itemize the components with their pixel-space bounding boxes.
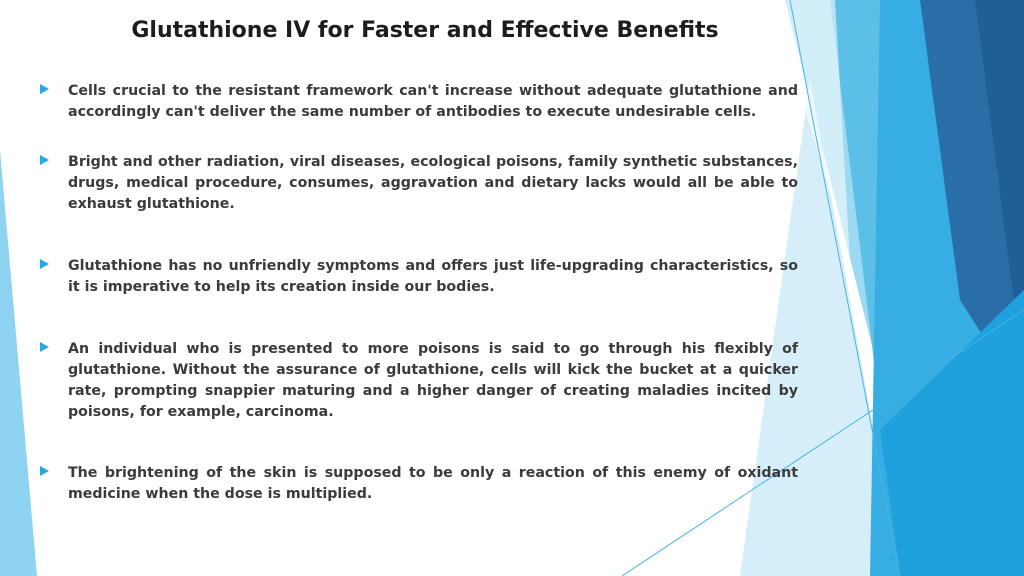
bullet-arrow-icon xyxy=(40,342,49,352)
bullet-item xyxy=(40,81,800,123)
slide-title: Glutathione IV for Faster and Effective Benefits xyxy=(131,18,719,43)
bullet-text: Cells crucial to the resistant framework can't increase without adequate glutathione and accordingly can't deliver the same number of antibodies to execute undesirable cells. xyxy=(68,83,798,120)
left-edge-strip xyxy=(0,150,37,576)
bullet-text: The brightening of the skin is supposed to be only a reaction of this enemy of oxidant medicine when the dose is multiplied. xyxy=(68,465,798,502)
bullet-item xyxy=(40,152,800,215)
bullet-arrow-icon xyxy=(40,466,49,476)
bullet-text: Bright and other radiation, viral diseases, ecological poisons, family synthetic substances, drugs, medical procedure, consumes, aggravation and dietary lacks would all be able to exhaust glutathione. xyxy=(68,154,798,212)
bullet-item xyxy=(40,256,800,298)
bullet-arrow-icon xyxy=(40,259,49,269)
bullet-arrow-icon xyxy=(40,155,49,165)
bullet-arrow-icon xyxy=(40,84,49,94)
bullet-text: An individual who is presented to more poisons is said to go through his flexibly of glutathione. Without the assurance of glutathione, cells will kick the bucket at a quicker rate, prompting snappier maturing and a higher danger of creating maladies incited by poisons, for example, carcinoma. xyxy=(68,341,798,420)
bullet-item xyxy=(40,463,800,505)
bullet-item xyxy=(40,339,800,423)
bullet-text: Glutathione has no unfriendly symptoms and offers just life-upgrading characteristics, so it is imperative to help its creation inside our bodies. xyxy=(68,258,798,295)
